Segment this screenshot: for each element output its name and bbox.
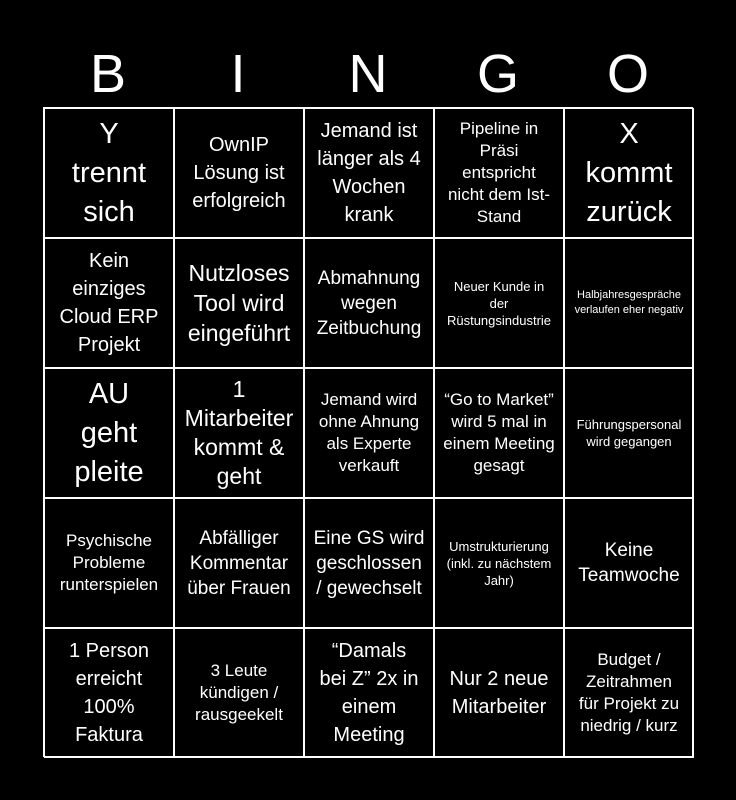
cell-text: Eine GS wird geschlossen / gewechselt [313,527,425,599]
cell-text: OwnIP Lösung ist erfolgreich [192,134,286,212]
bingo-cell[interactable] [174,238,304,368]
bingo-cell[interactable] [44,368,174,498]
cell-text: Umstrukturierung (inkl. zu nächstem Jahr) [446,538,552,588]
header-letter-g: G [476,44,519,104]
cell-text: Neuer Kunde in der Rüstungsindustrie [446,278,552,328]
bingo-cell[interactable] [564,238,694,368]
cell-text: Jemand wird ohne Ahnung als Experte verkauft [318,390,420,475]
bingo-cell[interactable] [564,498,694,628]
cell-text: 1 Mitarbeiter kommt & geht [184,376,294,489]
cell-text: X kommt zurück [585,117,673,228]
header-letter-o: O [606,44,649,104]
cell-text: Jemand ist länger als 4 Wochen krank [317,120,421,226]
cell-text: Kein einziges Cloud ERP Projekt [59,250,159,356]
bingo-cell[interactable] [174,108,304,238]
cell-text: Nur 2 neue Mitarbeiter [449,668,549,718]
bingo-cell[interactable] [44,628,174,758]
bingo-cell[interactable] [44,108,174,238]
cell-text: Pipeline in Präsi entspricht nicht dem Ist-Stand [447,119,551,226]
bingo-cell[interactable] [304,238,434,368]
bingo-cell[interactable] [44,498,174,628]
bingo-cell[interactable] [434,108,564,238]
cell-text: Budget / Zeitrahmen für Projekt zu niedrig / kurz [578,650,680,735]
bingo-cell[interactable] [174,368,304,498]
cell-text: Nutzloses Tool wird eingeführt [187,260,291,346]
bingo-cell[interactable] [434,628,564,758]
cell-text: Keine Teamwoche [578,540,680,586]
bingo-cell[interactable] [304,368,434,498]
cell-text: Y trennt sich [71,117,147,228]
cell-text: Abfälliger Kommentar über Frauen [187,527,291,599]
cell-text: AU geht pleite [74,377,144,488]
bingo-cell[interactable] [434,238,564,368]
header-letter-n: N [348,44,388,104]
bingo-cell[interactable] [564,108,694,238]
cell-text: Führungspersonal wird gegangen [576,417,682,449]
bingo-cell[interactable] [304,628,434,758]
bingo-cell[interactable] [564,368,694,498]
bingo-cell[interactable] [434,368,564,498]
bingo-grid [43,107,693,757]
bingo-cell[interactable] [564,628,694,758]
cell-text: 3 Leute kündigen / rausgeekelt [195,661,283,724]
bingo-header [43,40,693,108]
bingo-cell[interactable] [174,498,304,628]
cell-text: Abmahnung wegen Zeitbuchung [316,267,422,339]
bingo-cell[interactable] [44,238,174,368]
cell-text: “Damals bei Z” 2x in einem Meeting [319,640,419,746]
bingo-cell[interactable] [304,108,434,238]
cell-text: “Go to Market” wird 5 mal in einem Meeting gesagt [443,390,555,475]
header-letter-b: B [89,44,127,104]
header-letter-i: I [230,44,246,104]
cell-text: Halbjahresgespräche verlaufen eher negativ [574,289,684,316]
bingo-cell[interactable] [434,498,564,628]
cell-text: Psychische Probleme runterspielen [59,531,159,594]
bingo-cell[interactable] [304,498,434,628]
cell-text: 1 Person erreicht 100% Faktura [68,640,150,746]
bingo-cell[interactable] [174,628,304,758]
